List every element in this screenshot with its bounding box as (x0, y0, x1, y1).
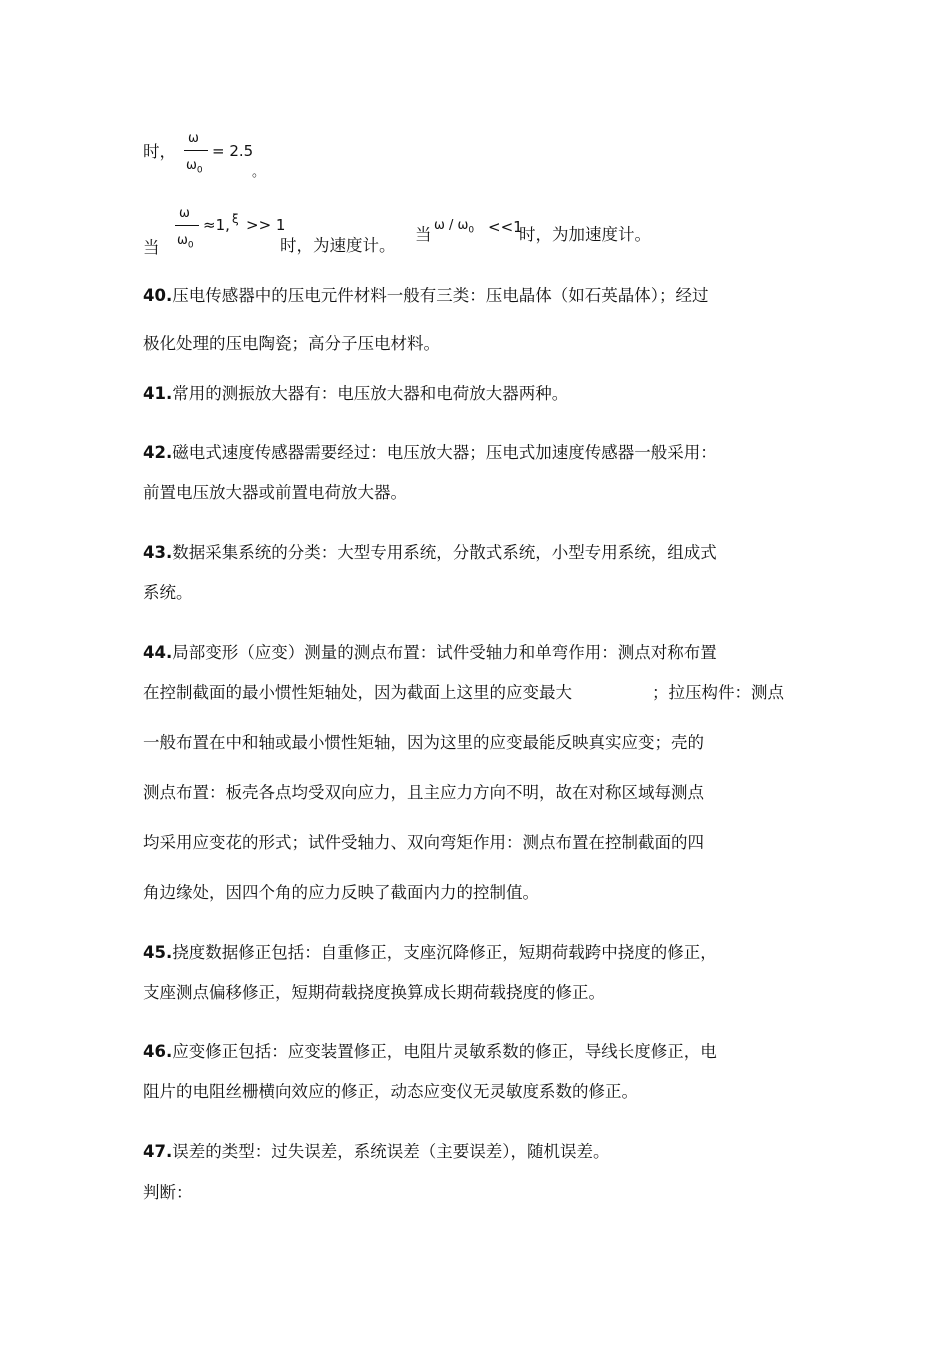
item-number: 43. (143, 543, 173, 562)
formula1-rhs: = 2.5 (212, 142, 254, 160)
item-46-line-1: 46.应变修正包括：应变装置修正，电阻片灵敏系数的修正，导线长度修正，电 (143, 1042, 717, 1061)
item-number: 45. (143, 943, 173, 962)
judgment-heading: 判断： (143, 1183, 193, 1202)
item-number: 44. (143, 643, 173, 662)
formula1-denominator: $\omega_0$ (186, 158, 203, 176)
item-44-line-2: 在控制截面的最小惯性矩轴处，因为截面上这里的应变最大 (143, 683, 572, 702)
item-44-line-6: 角边缘处，因四个角的应力反映了截面内力的控制值。 (143, 883, 539, 902)
item-47-line-1: 47.误差的类型：过失误差，系统误差（主要误差），随机误差。 (143, 1142, 610, 1161)
item-42-line-2: 前置电压放大器或前置电荷放大器。 (143, 483, 407, 502)
formula2-ratio: ω / $\omega_0$ (434, 218, 475, 236)
item-number: 47. (143, 1142, 173, 1161)
item-number: 40. (143, 286, 173, 305)
formula2-xi-rhs: >> 1 (246, 216, 286, 234)
formula2-rhs: ≈1, (203, 216, 230, 234)
formula2-prefix2: 当 (415, 225, 432, 244)
formula2-tail-text: 时，为加速度计。 (519, 225, 651, 244)
item-44-line-3: 一般布置在中和轴或最小惯性矩轴，因为这里的应变最能反映真实应变；壳的 (143, 733, 704, 752)
item-number: 46. (143, 1042, 173, 1061)
formula1-numerator: ω (188, 131, 199, 146)
item-41-line-1: 41.常用的测振放大器有：电压放大器和电荷放大器两种。 (143, 384, 569, 403)
formula2-prefix: 当 (143, 238, 160, 257)
item-42-line-1: 42.磁电式速度传感器需要经过：电压放大器；压电式加速度传感器一般采用： (143, 443, 717, 462)
item-number: 41. (143, 384, 173, 403)
item-40-line-1: 40.压电传感器中的压电元件材料一般有三类：压电晶体（如石英晶体）；经过 (143, 286, 709, 305)
item-40-line-2: 极化处理的压电陶瓷；高分子压电材料。 (143, 334, 440, 353)
item-number: 42. (143, 443, 173, 462)
item-45-line-2: 支座测点偏移修正，短期荷载挠度换算成长期荷载挠度的修正。 (143, 983, 605, 1002)
formula1-fraction-bar (184, 150, 208, 151)
formula2-denominator: $\omega_0$ (177, 233, 194, 251)
formula2-fraction-bar (175, 225, 199, 226)
item-45-line-1: 45.挠度数据修正包括：自重修正，支座沉降修正，短期荷载跨中挠度的修正， (143, 943, 717, 962)
item-44-line-1: 44.局部变形（应变）测量的测点布置：试件受轴力和单弯作用：测点对称布置 (143, 643, 717, 662)
formula2-ratio-rhs: <<1 (488, 218, 523, 236)
formula1-prefix: 时， (143, 142, 176, 161)
item-44-line-2b: ；拉压构件：测点 (652, 683, 784, 702)
item-44-line-5: 均采用应变花的形式；试件受轴力、双向弯矩作用：测点布置在控制截面的四 (143, 833, 704, 852)
item-44-line-4: 测点布置：板壳各点均受双向应力，且主应力方向不明，故在对称区域每测点 (143, 783, 704, 802)
item-43-line-1: 43.数据采集系统的分类：大型专用系统，分散式系统，小型专用系统，组成式 (143, 543, 717, 562)
formula1-tail: 。 (252, 165, 266, 180)
item-46-line-2: 阻片的电阻丝栅横向效应的修正，动态应变仪无灵敏度系数的修正。 (143, 1082, 638, 1101)
formula2-mid-text: 时，为速度计。 (280, 236, 396, 255)
formula2-numerator: ω (179, 206, 190, 221)
item-43-line-2: 系统。 (143, 583, 193, 602)
formula2-xi: ξ (232, 212, 239, 226)
